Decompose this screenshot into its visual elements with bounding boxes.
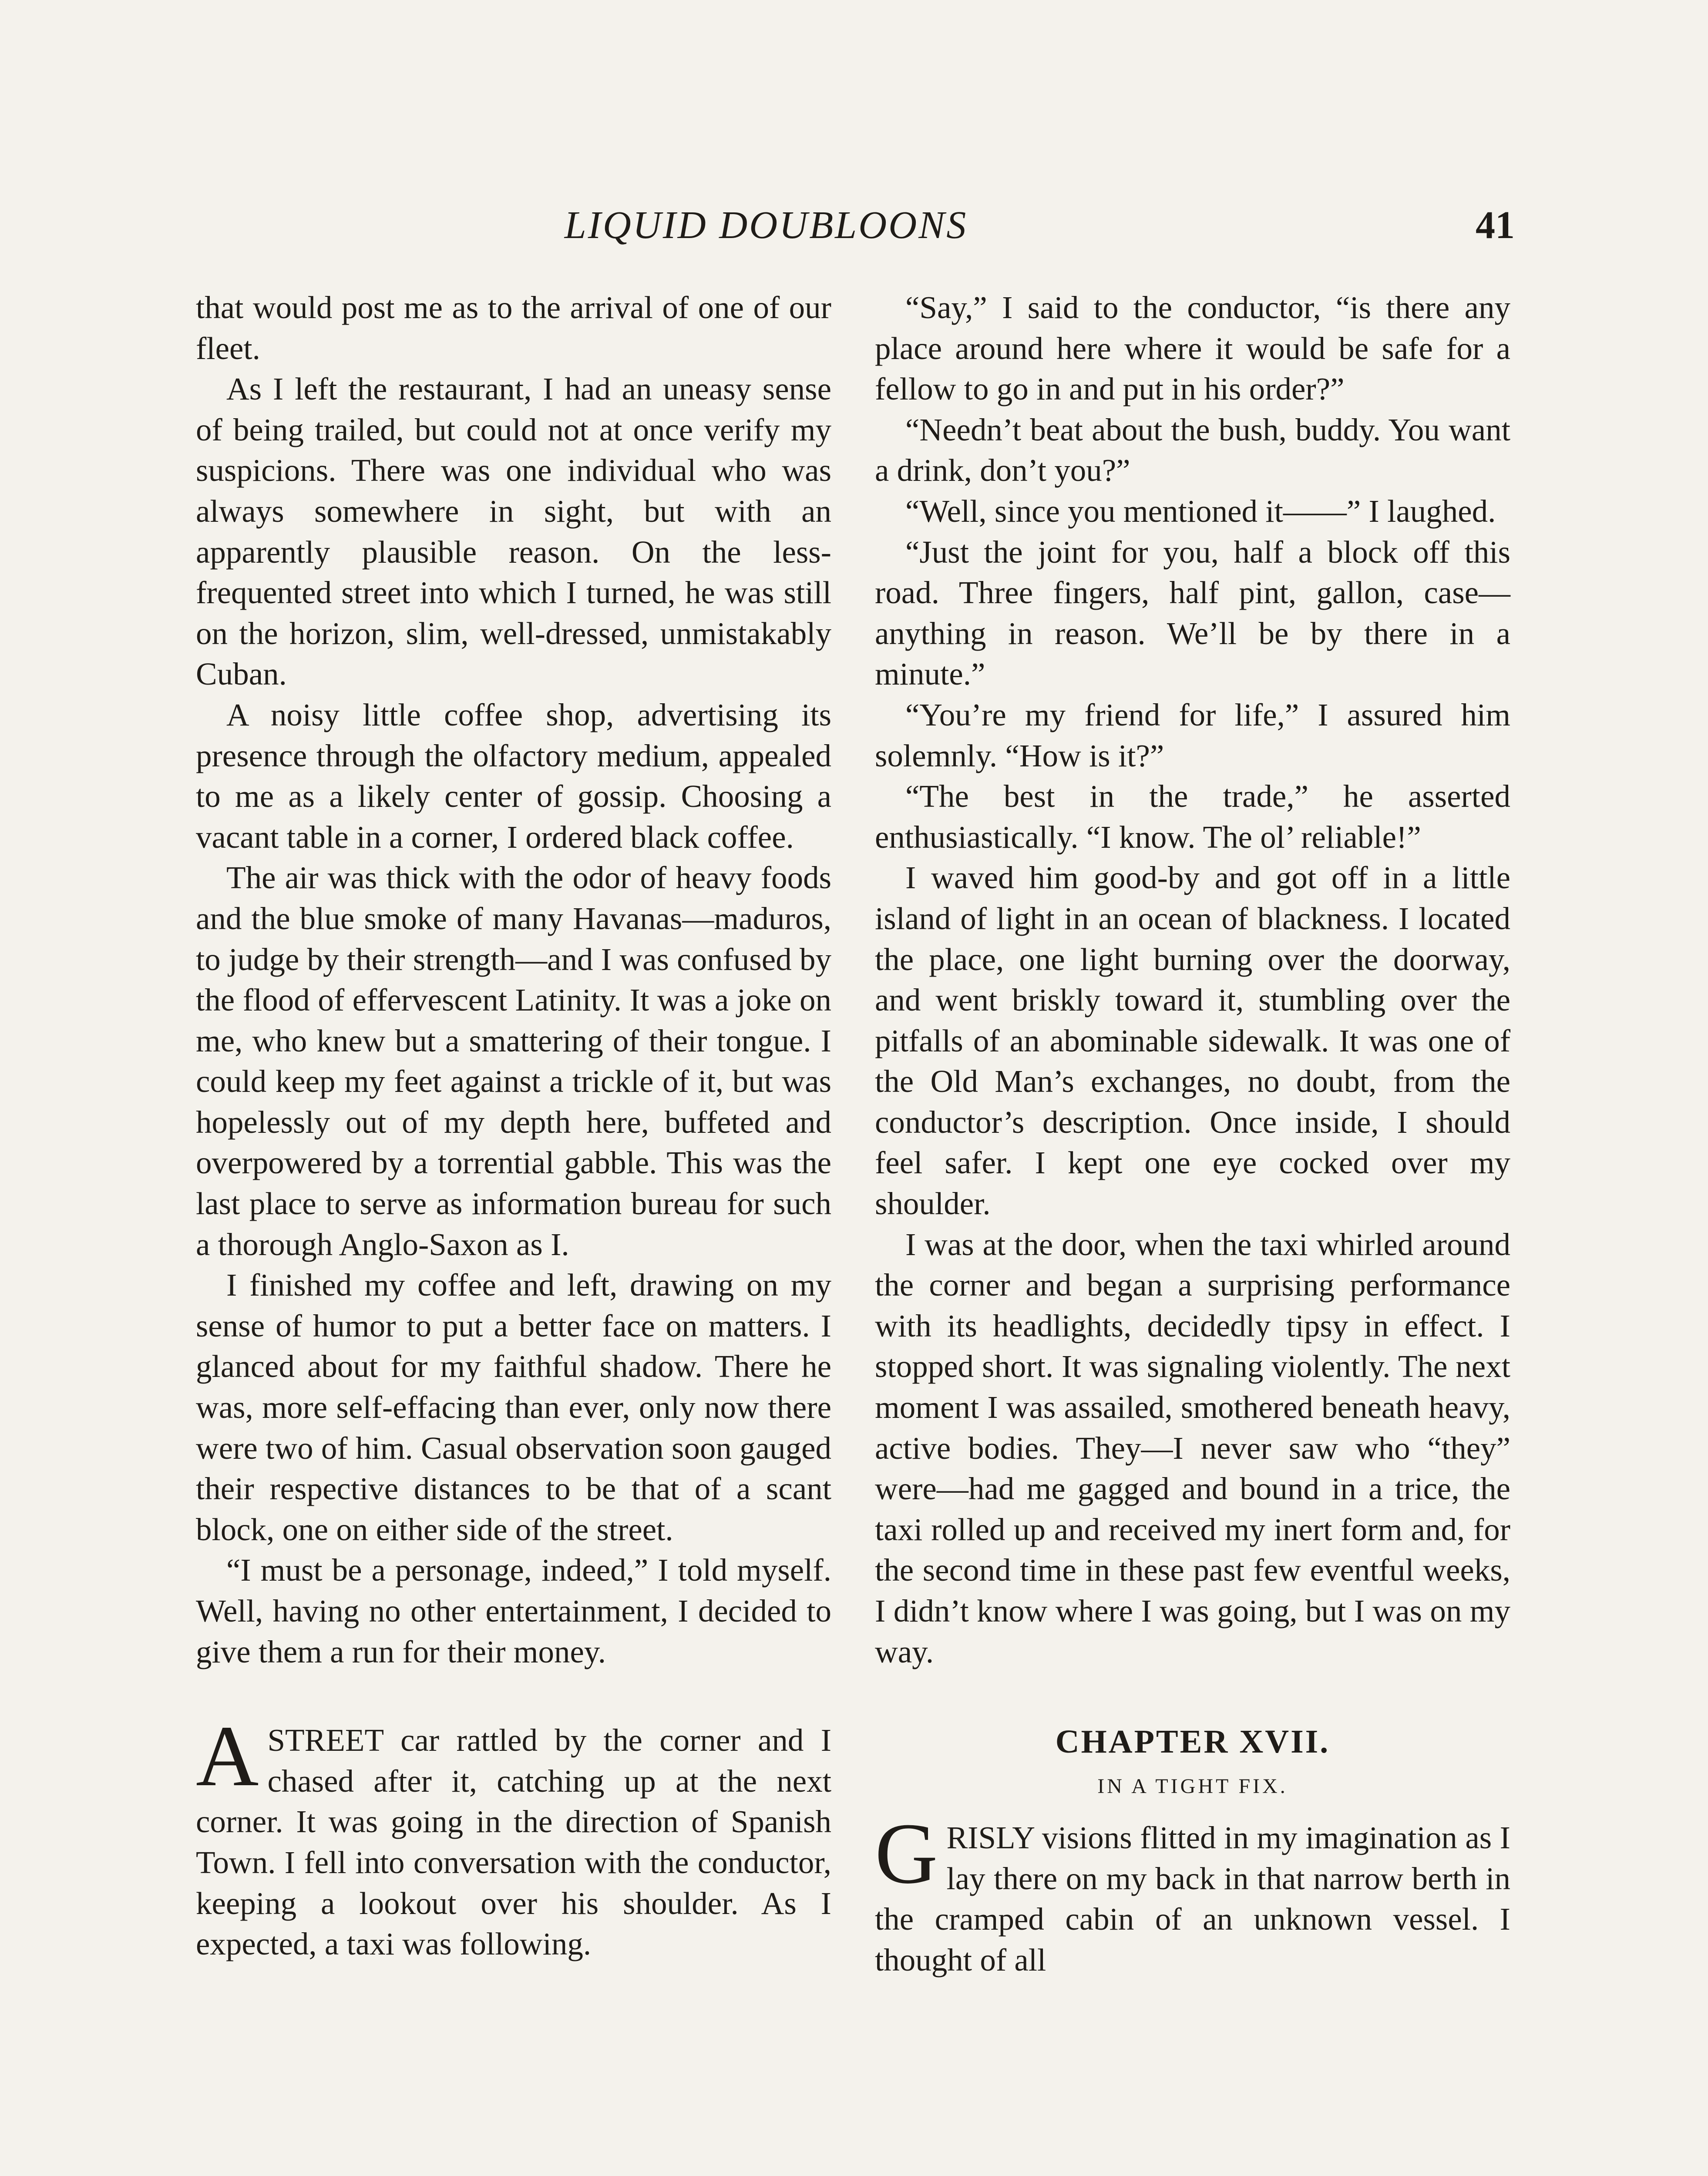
section-break bbox=[196, 1672, 831, 1720]
paragraph: “Needn’t beat about the bush, buddy. You want a drink, don’t you?” bbox=[875, 412, 1510, 488]
paragraph: that would post me as to the arrival of one of our fleet. bbox=[196, 290, 831, 366]
paragraph: As I left the restaurant, I had an uneasy sense of being trailed, but could not at once verify my suspicions. There was one individual who was always somewhere in sight, but with an apparently plausible reason. On the less-frequented street into which I turned, he was still on the horizon, slim, well-dressed, unmistakably Cuban. bbox=[196, 371, 831, 692]
page-number: 41 bbox=[1476, 204, 1515, 247]
chapter-title: CHAPTER XVII. bbox=[1055, 1723, 1330, 1760]
paragraph: “I must be a personage, indeed,” I told myself. Well, having no other entertainment, I decided to give them a run for their money. bbox=[196, 1552, 831, 1669]
paragraph: I finished my coffee and left, drawing on my sense of humor to put a better face on matters. I glanced about for my faithful shadow. There he was, more self-effacing than ever, only now there were two of him. Casual observation soon gauged their respective distances to be that of a scant block, one on either side of the street. bbox=[196, 1267, 831, 1547]
right-column bbox=[875, 287, 1510, 1981]
paragraph: A noisy little coffee shop, advertising its presence through the olfactory medium, appealed to me as a likely center of gossip. Choosing a vacant table in a corner, I ordered black coffee. bbox=[196, 697, 831, 855]
section-opening-paragraph bbox=[196, 1708, 831, 1964]
paragraph: The air was thick with the odor of heavy foods and the blue smoke of many Havanas—maduros, to judge by their strength—and I was confused by the flood of effervescent Latinity. It was a joke on me, who knew but a smattering of their tongue. I could keep my feet against a trickle of it, but was hopelessly out of my depth here, buffeted and overpowered by a torrential gabble. This was the last place to serve as information bureau for such a thorough Anglo-Saxon as I. bbox=[196, 860, 831, 1262]
paragraph: “You’re my friend for life,” I assured him solemnly. “How is it?” bbox=[875, 697, 1510, 773]
paragraph: “Well, since you mentioned it——” I laughed. bbox=[905, 493, 1496, 529]
chapter-opening-text: RISLY visions flitted in my imagination as I lay there on my back in that narrow berth in the cramped cabin of an unknown vessel. I thought of all bbox=[875, 1820, 1510, 1978]
section-opening-text: STREET car rattled by the corner and I chased after it, catching up at the next corner. It was going in the direction of Spanish Town. I fell into conversation with the conductor, keeping a lookout over his shoulder. As I expected, a taxi was following. bbox=[196, 1723, 831, 1962]
running-title: LIQUID DOUBLOONS bbox=[564, 204, 968, 247]
paragraph: “Just the joint for you, half a block off this road. Three fingers, half pint, gallon, case—anything in reason. We’ll be by there in a minute.” bbox=[875, 534, 1510, 692]
paragraph: “Say,” I said to the conductor, “is there any place around here where it would be safe for a fellow to go in and put in his order?” bbox=[875, 290, 1510, 407]
drop-cap: A bbox=[196, 1708, 259, 1805]
paragraph: “The best in the trade,” he asserted enthusiastically. “I know. The ol’ reliable!” bbox=[875, 779, 1510, 855]
chapter-subtitle: IN A TIGHT FIX. bbox=[1097, 1775, 1288, 1798]
paragraph: I waved him good-by and got off in a little island of light in an ocean of blackness. I located the place, one light burning over the doorway, and went briskly toward it, stumbling over the pitfalls of an abominable sidewalk. It was one of the Old Man’s exchanges, no doubt, from the conductor’s description. Once inside, I should feel safer. I kept one eye cocked over my shoulder. bbox=[875, 860, 1510, 1222]
left-column bbox=[196, 287, 831, 1964]
drop-cap: G bbox=[875, 1806, 938, 1902]
chapter-opening-paragraph bbox=[875, 1806, 1510, 1980]
paragraph: I was at the door, when the taxi whirled around the corner and began a surprising performance with its headlights, decidedly tipsy in effect. I stopped short. It was signaling violently. The next moment I was assailed, smothered beneath heavy, active bodies. They—I never saw who “they” were—had me gagged and bound in a trice, the taxi rolled up and received my inert form and, for the second time in these past few eventful weeks, I didn’t know where I was going, but I was on my way. bbox=[875, 1226, 1510, 1669]
section-break bbox=[875, 1672, 1510, 1720]
